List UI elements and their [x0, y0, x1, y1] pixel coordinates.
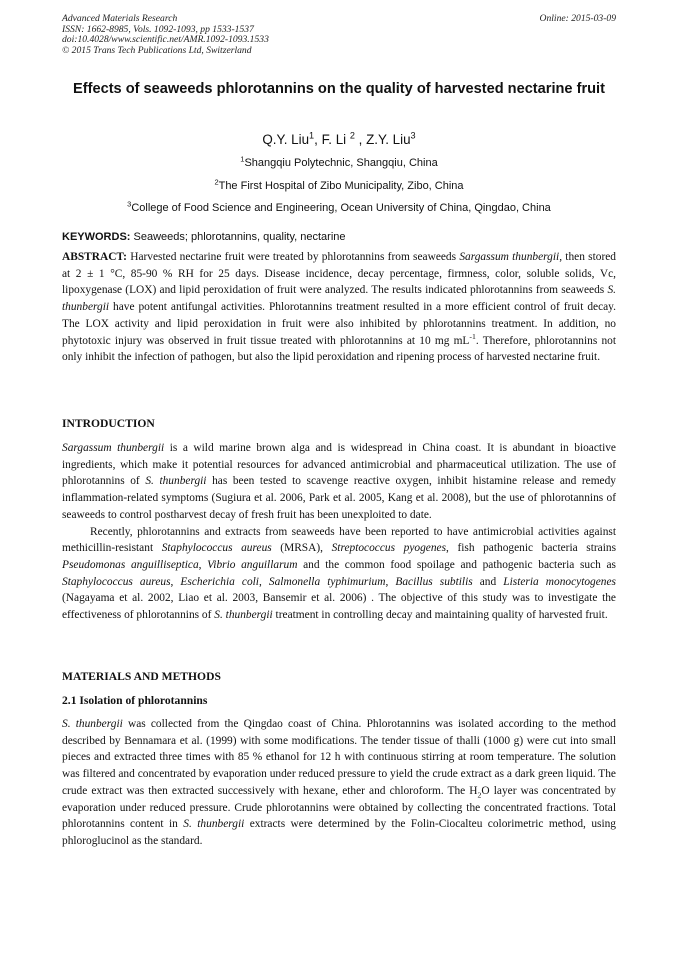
species-name: Vibrio anguillarum [207, 558, 298, 571]
online-date: Online: 2015-03-09 [539, 13, 616, 24]
methods-subheading: 2.1 Isolation of phlorotannins [62, 694, 208, 707]
body-text: O layer was concentrated by evaporation under reduced pressure. Crude phlorotannins were obtained by collecting the concentrated fractions. Total phlorotannins content in [62, 784, 616, 831]
abstract-paragraph [62, 249, 616, 366]
abstract-text: have potent antifungal activities. Phlorotannins treatment resulted in a more efficient control of fruit decay. The LOX activity and lipid peroxidation in fruit were also inhibited by phlorotannins treatment. In addition, no phytotoxic injury was observed in fruit tissue treated with phlorotannins at 10 mg mL [62, 301, 616, 347]
affiliation-1 [0, 154, 678, 169]
affiliation-sup: 1 [240, 154, 245, 164]
species-name: S. thunbergii [214, 609, 273, 622]
abstract-label: ABSTRACT: [62, 251, 127, 263]
species-name: Staphylococcus aureus [62, 575, 171, 588]
methods-paragraph-1 [62, 716, 616, 850]
body-text: , fish pathogenic bacteria strains [446, 542, 617, 555]
paper-title: Effects of seaweeds phlorotannins on the quality of harvested nectarine fruit [73, 81, 605, 97]
body-text: , [385, 575, 396, 588]
body-text: (MRSA), [271, 542, 332, 555]
unit-exponent: -1 [469, 331, 476, 341]
body-text: was collected from the Qingdao coast of China. Phlorotannins was isolated according to the method described by Bennamara et al. (1999) with some modifications. The tender tissue of thalli (1000 g) were cut into small pieces and extracted three times with 85 % ethanol for 12 h with continuous stirring at room temperature. The solution was filtered and concentrated by evaporation under reduced pressure to yield the crude extract as a dark green liquid. The crude extract was then extracted successively with hexane, ether and chloroform. The H [62, 718, 616, 797]
author-name: Z.Y. Liu [366, 132, 411, 147]
abstract-text: , then stored at 2 ± 1 °C, 85-90 % RH for 25 days. Disease incidence, decay percentage, firmness, color, soluble solids, Vc, lipoxygenase (LOX) and lipid peroxidation of fruit were analyzed. The results indicated phlorotannins from seaweeds [62, 251, 616, 297]
body-text: Recently, phlorotannins and extracts from seaweeds have been reported to have antimicrobial activities against methicillin-resistant [62, 525, 616, 555]
methods-heading: MATERIALS AND METHODS [62, 670, 221, 683]
intro-paragraph-2 [62, 524, 616, 624]
body-text: and [472, 575, 504, 588]
introduction-body [62, 440, 616, 624]
species-name: Salmonella typhimurium [268, 575, 386, 588]
body-text: , [258, 575, 269, 588]
affiliation-sup: 3 [127, 199, 132, 209]
body-text: and the common food spoilage and pathogenic bacteria such as [297, 558, 616, 571]
copyright-line: © 2015 Trans Tech Publications Ltd, Switzerland [62, 44, 252, 56]
abstract-text: Harvested nectarine fruit were treated by phlorotannins from seaweeds [126, 251, 460, 263]
species-name: Listeria monocytogenes [503, 575, 616, 588]
body-text: (Nagayama et al. 2002, Liao et al. 2003, Bansemir et al. 2006) . The objective of this study was to investigate the effectiveness of phlorotannins of [62, 592, 616, 622]
doi-line: doi:10.4028/www.scientific.net/AMR.1092-1093.1533 [62, 34, 269, 46]
abstract-text: . Therefore, phlorotannins not only inhibit the infection of pathogen, but also the lipid peroxidation and ripening process of harvested nectarine fruit. [62, 334, 616, 364]
subscript: 2 [477, 790, 482, 800]
body-text: , [198, 558, 208, 571]
species-name: Staphylococcus aureus [161, 542, 272, 555]
affiliation-text: Shangqiu Polytechnic, Shangqiu, China [244, 157, 438, 169]
species-name: Escherichia coli [180, 575, 259, 588]
keywords-line [62, 231, 616, 243]
species-name: Pseudomonas anguilliseptica [62, 558, 199, 571]
author-name: Q.Y. Liu [262, 132, 310, 147]
author-sup: 2 [349, 130, 355, 141]
species-name: S. thunbergii [145, 475, 207, 488]
body-text: , [170, 575, 181, 588]
species-name: Bacillus subtilis [395, 575, 473, 588]
introduction-heading: INTRODUCTION [62, 417, 155, 430]
species-name: Sargassum thunbergii [62, 442, 165, 454]
issn-line: ISSN: 1662-8985, Vols. 1092-1093, pp 1533-1537 [62, 23, 254, 35]
body-text: extracts were determined by the Folin-Ciocalteu colorimetric method, using phloroglucinol as the standard. [62, 818, 617, 847]
affiliation-text: College of Food Science and Engineering, Ocean University of China, Qingdao, China [131, 202, 551, 214]
author-list [0, 132, 678, 147]
species-name: S. thunbergii [62, 284, 616, 314]
keywords-label: KEYWORDS: [62, 231, 131, 243]
intro-paragraph-1 [62, 440, 616, 524]
affiliation-2 [0, 177, 678, 192]
author-sup: 1 [309, 130, 315, 141]
journal-name: Advanced Materials Research [62, 13, 178, 24]
affiliation-text: The First Hospital of Zibo Municipality, Zibo, China [218, 180, 464, 192]
author-name: F. Li [321, 132, 350, 147]
affiliation-sup: 2 [214, 177, 219, 187]
keywords-text: Seaweeds; phlorotannins, quality, nectarine [130, 231, 346, 243]
body-text: has been tested to scavenge reactive oxygen, inhibit histamine release and remedy inflammation-related symptoms (Sugiura et al. 2006, Park et al. 2005, Kang et al. 2008), but the use of phlorotannins of seaweeds to control postharvest decay of fresh fruit has been unexploited to date. [62, 475, 617, 521]
affiliation-3 [0, 199, 678, 214]
body-text: is a wild marine brown alga and is widespread in China coast. It is abundant in bioactive ingredients, which make it potential resources for advanced antimicrobial and pharmaceutical utilization. The use of phlorotannins of [62, 442, 616, 488]
abstract [62, 249, 616, 366]
species-name: S. thunbergii [183, 818, 245, 831]
species-name: Streptococcus pyogenes [331, 542, 447, 555]
author-sup: 3 [410, 130, 416, 141]
methods-body [62, 716, 616, 850]
journal-header [62, 14, 616, 56]
species-name: S. thunbergii [62, 718, 123, 730]
author-sep: , [314, 132, 322, 147]
species-name: Sargassum thunbergii [459, 251, 560, 263]
author-sep: , [354, 132, 367, 147]
body-text: treatment in controlling decay and maintaining quality of harvested fruit. [272, 609, 608, 622]
